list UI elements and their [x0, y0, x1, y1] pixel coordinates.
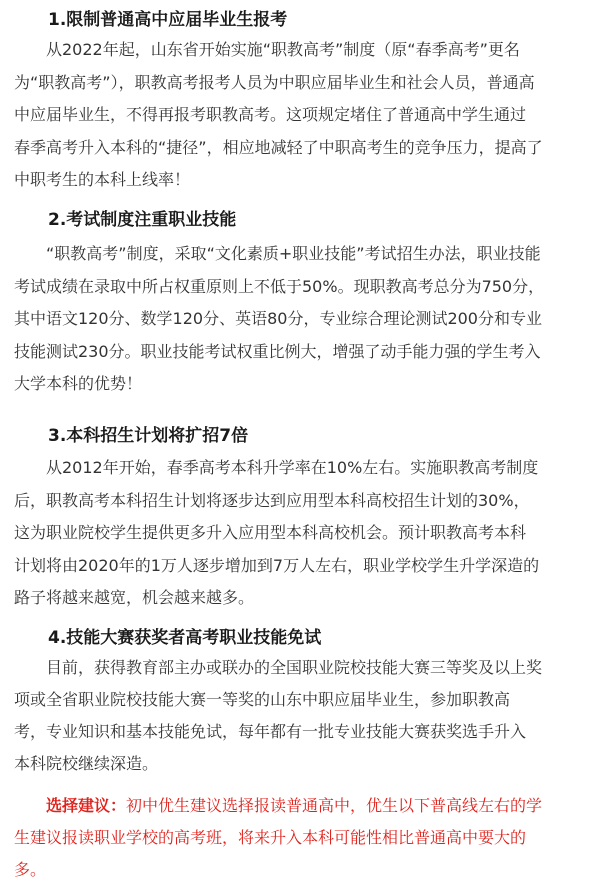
advice-text: 初中优生建议选择报读普通高中，优生以下普高线左右的学: [126, 796, 543, 815]
section-4-paragraph: [14, 652, 604, 780]
paragraph-line: 项或全省职业院校技能大赛一等奖的山东中职应届毕业生，参加职教高: [14, 690, 511, 709]
paragraph-line: 计划将由2020年的1万人逐步增加到7万人左右，职业学校学生升学深造的: [14, 555, 540, 575]
paragraph-line: 考试成绩在录取中所占权重原则上不低于50%。现职教高考总分为750分，: [14, 276, 545, 296]
advice-label: 选择建议：: [46, 796, 127, 815]
paragraph-line: 中职考生的本科上线率！: [14, 170, 191, 189]
paragraph-line: 从2022年起，山东省开始实施“职教高考”制度（原“春季高考”更名: [46, 40, 520, 59]
section-3-paragraph: [14, 452, 604, 615]
paragraph-line: 路子将越来越宽，机会越来越多。: [14, 588, 255, 607]
advice-first-line: [14, 790, 604, 822]
paragraph-line: “职教高考”制度，采取“文化素质+职业技能”考试招生办法，职业技能: [46, 244, 541, 263]
paragraph-line: 本科院校继续深造。: [14, 754, 159, 773]
section-1-paragraph: [14, 34, 604, 197]
paragraph-line: 后，职教高考本科招生计划将逐步达到应用型本科高校招生计划的30%，: [14, 490, 530, 510]
paragraph-line: 目前，获得教育部主办或联办的全国职业院校技能大赛三等奖及以上奖: [46, 658, 543, 677]
section-4-heading: 4.技能大赛获奖者高考职业技能免试: [48, 628, 322, 648]
paragraph-line: 考，专业知识和基本技能免试，每年都有一批专业技能大赛获奖选手升入: [14, 722, 527, 741]
paragraph-line: 中应届毕业生，不得再报考职教高考。这项规定堵住了普通高中学生通过: [14, 105, 527, 124]
paragraph-line: 这为职业院校学生提供更多升入应用型本科高校机会。预计职教高考本科: [14, 523, 527, 542]
advice-line: 生建议报读职业学校的高考班，将来升入本科可能性相比普通高中要大的: [14, 828, 527, 847]
section-3-heading: 3.本科招生计划将扩招7倍: [48, 426, 249, 446]
paragraph-line: 其中语文120分、数学120分、英语80分，专业综合理论测试200分和专业: [14, 309, 542, 328]
advice-paragraph: [14, 790, 604, 886]
paragraph-line: 技能测试230分。职业技能考试权重比例大，增强了动手能力强的学生考入: [14, 341, 541, 361]
paragraph-line: 从2012年开始，春季高考本科升学率在10%左右。实施职教高考制度: [46, 458, 539, 477]
section-2-paragraph: [14, 238, 604, 401]
paragraph-line: 春季高考升入本科的“捷径”，相应地减轻了中职高考生的竞争压力，提高了: [14, 137, 543, 157]
advice-line: 多。: [14, 860, 47, 879]
paragraph-line: 大学本科的优势！: [14, 374, 143, 393]
section-2-heading: 2.考试制度注重职业技能: [48, 210, 237, 230]
section-1-heading: 1.限制普通高中应届毕业生报考: [48, 10, 288, 30]
paragraph-line: 为“职教高考”），职教高考报考人员为中职应届毕业生和社会人员，普通高: [14, 72, 535, 92]
